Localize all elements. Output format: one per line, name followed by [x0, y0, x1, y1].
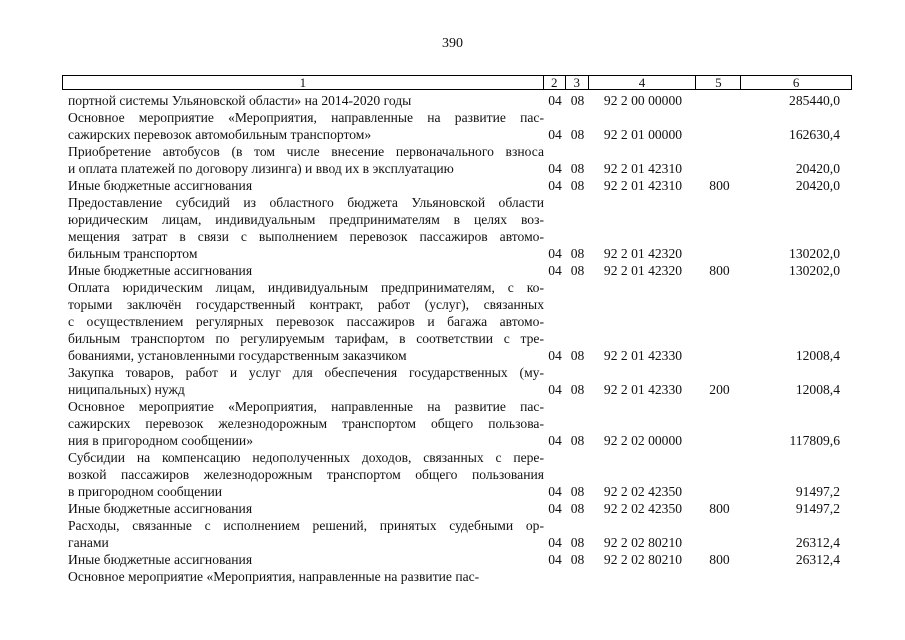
amount: 20420,0 — [795, 161, 840, 176]
target-article-code: 92 2 02 80210 — [603, 552, 683, 567]
table-row — [62, 109, 852, 143]
target-article-code: 92 2 01 42310 — [603, 161, 683, 176]
description-line: сажирских перевозок железнодорожным транспортом общего пользова- — [68, 416, 544, 431]
row-description — [62, 364, 544, 398]
amount: 20420,0 — [795, 178, 840, 193]
header-col-4: 4 — [589, 76, 697, 89]
amount: 12008,4 — [795, 382, 840, 397]
section-code: 04 — [548, 484, 562, 499]
row-description — [62, 568, 544, 585]
target-article-code: 92 2 01 42330 — [603, 348, 683, 363]
description-line: Субсидии на компенсацию недополученных доходов, связанных с пере- — [68, 450, 544, 465]
row-description — [62, 109, 544, 143]
subsection-code: 08 — [570, 178, 585, 193]
table-row — [62, 449, 852, 500]
amount: 130202,0 — [789, 263, 840, 278]
header-col-6: 6 — [792, 75, 800, 90]
description-line: Оплата юридическим лицам, индивидуальным предпринимателям, с ко- — [68, 280, 544, 295]
amount: 12008,4 — [795, 348, 840, 363]
section-code: 04 — [548, 178, 562, 193]
header-col-1: 1 — [63, 76, 544, 89]
row-description — [62, 279, 544, 364]
table-row — [62, 551, 852, 568]
section-code: 04 — [548, 535, 562, 550]
description-line: в пригородном сообщении — [68, 484, 222, 499]
table-row — [62, 194, 852, 262]
target-article-code: 92 2 01 00000 — [603, 127, 683, 142]
section-code: 04 — [548, 127, 562, 142]
amount: 130202,0 — [789, 246, 840, 261]
description-line: бильным транспортом по регулируемым тарифам, в соответствии с тре- — [68, 331, 544, 346]
description-line: бованиями, установленными государственным заказчиком — [68, 348, 407, 363]
section-code: 04 — [548, 246, 562, 261]
row-description — [62, 177, 544, 194]
row-description — [62, 398, 544, 449]
description-line: Основное мероприятие «Мероприятия, направленные на развитие пас- — [68, 110, 544, 125]
description-line: бильным транспортом — [68, 246, 198, 261]
row-description — [62, 449, 544, 500]
table-body — [62, 92, 852, 585]
row-description — [62, 92, 544, 109]
subsection-code: 08 — [570, 263, 585, 278]
description-line: торыми заключён государственный контракт, работ (услуг), связанных — [68, 297, 544, 312]
target-article-code: 92 2 01 42320 — [603, 246, 683, 261]
header-col-3: 3 — [566, 76, 589, 89]
amount: 91497,2 — [795, 484, 840, 499]
table-header — [62, 75, 852, 90]
target-article-code: 92 2 02 00000 — [603, 433, 683, 448]
subsection-code: 08 — [570, 127, 585, 142]
row-description — [62, 500, 544, 517]
target-article-code: 92 2 00 00000 — [603, 93, 683, 108]
amount: 26312,4 — [795, 552, 840, 567]
description-line: Приобретение автобусов (в том числе внесение первоначального взноса — [68, 144, 544, 159]
target-article-code: 92 2 01 42320 — [603, 263, 683, 278]
description-line: Основное мероприятие «Мероприятия, направленные на развитие пас- — [68, 569, 480, 584]
subsection-code: 08 — [570, 161, 585, 176]
table-row — [62, 500, 852, 517]
description-line: Иные бюджетные ассигнования — [68, 501, 253, 516]
table-row — [62, 92, 852, 109]
description-line: портной системы Ульяновской области» на 2014-2020 годы — [68, 93, 412, 108]
table-row — [62, 364, 852, 398]
section-code: 04 — [548, 433, 562, 448]
description-line: юридическим лицам, индивидуальным предпринимателям в целях воз- — [68, 212, 544, 227]
target-article-code: 92 2 02 42350 — [603, 501, 683, 516]
expense-type-code: 200 — [709, 382, 730, 397]
section-code: 04 — [548, 382, 562, 397]
description-line: Предоставление субсидий из областного бюджета Ульяновской области — [68, 195, 544, 210]
target-article-code: 92 2 02 80210 — [603, 535, 683, 550]
subsection-code: 08 — [570, 246, 585, 261]
subsection-code: 08 — [570, 552, 585, 567]
description-line: сажирских перевозок автомобильным транспортом» — [68, 127, 372, 142]
header-col-2: 2 — [544, 76, 566, 89]
section-code: 04 — [548, 263, 562, 278]
subsection-code: 08 — [570, 382, 585, 397]
amount: 162630,4 — [789, 127, 840, 142]
row-description — [62, 517, 544, 551]
description-line: возкой пассажиров железнодорожным транспортом общего пользования — [68, 467, 544, 482]
table-row — [62, 262, 852, 279]
description-line: Основное мероприятие «Мероприятия, направленные на развитие пас- — [68, 399, 544, 414]
row-description — [62, 143, 544, 177]
row-description — [62, 194, 544, 262]
row-description — [62, 262, 544, 279]
section-code: 04 — [548, 93, 562, 108]
amount: 285440,0 — [789, 93, 840, 108]
description-line: ниципальных) нужд — [68, 382, 185, 397]
target-article-code: 92 2 01 42330 — [603, 382, 683, 397]
expense-type-code: 800 — [709, 552, 730, 567]
section-code: 04 — [548, 348, 562, 363]
description-line: мещения затрат в связи с выполнением перевозок пассажиров автомо- — [68, 229, 544, 244]
section-code: 04 — [548, 501, 562, 516]
amount: 117809,6 — [789, 433, 840, 448]
description-line: и оплата платежей по договору лизинга) и ввод их в эксплуатацию — [68, 161, 454, 176]
target-article-code: 92 2 02 42350 — [603, 484, 683, 499]
amount: 26312,4 — [795, 535, 840, 550]
description-line: Иные бюджетные ассигнования — [68, 263, 253, 278]
subsection-code: 08 — [570, 93, 585, 108]
description-line: ния в пригородном сообщении» — [68, 433, 253, 448]
description-line: с осуществлением регулярных перевозок пассажиров и багажа автомо- — [68, 314, 544, 329]
table-row — [62, 398, 852, 449]
table-row — [62, 568, 852, 585]
subsection-code: 08 — [570, 348, 585, 363]
table-row — [62, 279, 852, 364]
table-row — [62, 177, 852, 194]
table-row — [62, 517, 852, 551]
subsection-code: 08 — [570, 433, 585, 448]
expense-type-code: 800 — [709, 178, 730, 193]
description-line: Иные бюджетные ассигнования — [68, 178, 253, 193]
description-line: ганами — [68, 535, 109, 550]
header-col-5: 5 — [696, 76, 741, 89]
subsection-code: 08 — [570, 484, 585, 499]
description-line: Иные бюджетные ассигнования — [68, 552, 253, 567]
description-line: Закупка товаров, работ и услуг для обеспечения государственных (му- — [68, 365, 544, 380]
table-row — [62, 143, 852, 177]
description-line: Расходы, связанные с исполнением решений, принятых судебными ор- — [68, 518, 544, 533]
expense-type-code: 800 — [709, 501, 730, 516]
amount: 91497,2 — [795, 501, 840, 516]
subsection-code: 08 — [570, 535, 585, 550]
expense-type-code: 800 — [709, 263, 730, 278]
target-article-code: 92 2 01 42310 — [603, 178, 683, 193]
section-code: 04 — [548, 161, 562, 176]
page-number: 390 — [442, 36, 463, 51]
budget-table — [62, 75, 852, 585]
subsection-code: 08 — [570, 501, 585, 516]
row-description — [62, 551, 544, 568]
section-code: 04 — [548, 552, 562, 567]
